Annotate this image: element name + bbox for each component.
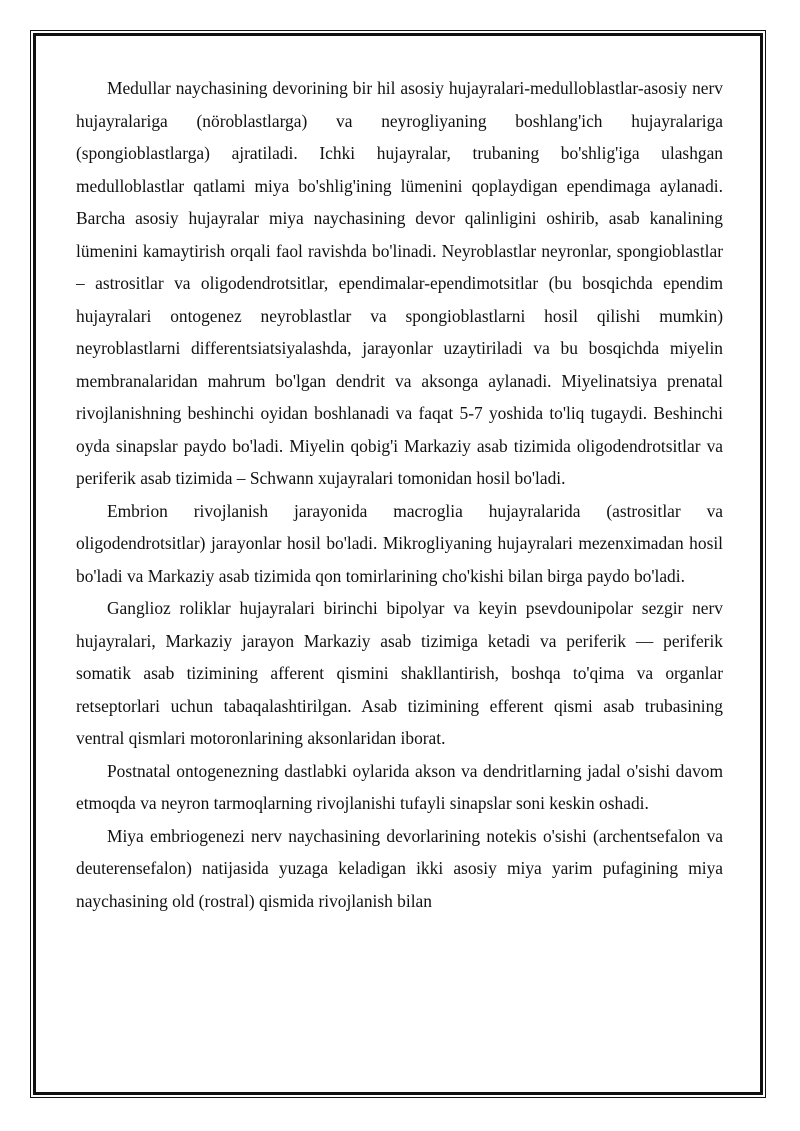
paragraph-macroglia: Embrion rivojlanish jarayonida macroglia hujayralarida (astrositlar va oligodendrotsitlar) jarayonlar hosil bo'ladi. Mikrogliyaning hujayralari mezenximadan hosil bo'ladi va Markaziy asab tizimida qon tomirlarining cho'kishi bilan birga paydo bo'ladi. xyxy=(76,500,723,586)
document-body xyxy=(76,72,723,917)
paragraph-medulloblasts: Medullar naychasining devorining bir hil asosiy hujayralari-medulloblastlar-asosiy nerv hujayralariga (nöroblastlarga) va neyrogliyaning boshlang'ich hujayralariga (spongioblastlarga) ajratiladi. Ichki hujayralar, trubaning bo'shlig'iga ulashgan medulloblastlar qatlami miya bo'shlig'ining lümenini qoplaydigan ependimaga aylanadi. Barcha asosiy hujayralar miya naychasining devor qalinligini oshirib, asab kanalining lümenini kamaytirish orqali faol ravishda bo'linadi. Neyroblastlar neyronlar, spongioblastlar – astrositlar va oligodendrotsitlar, ependimalar-ependimotsitlar (bu bosqichda ependim hujayralari ontogenez neyroblastlar va spongioblastlarni hosil qilishi mumkin) neyroblastlarni differentsiatsiyalashda, jarayonlar uzaytiriladi va bu bosqichda miyelin membranalaridan mahrum bo'lgan dendrit va aksonga aylanadi. Miyelinatsiya prenatal rivojlanishning beshinchi oyidan boshlanadi va faqat 5-7 yoshida to'liq tugaydi. Beshinchi oyda sinapslar paydo bo'ladi. Miyelin qobig'i Markaziy asab tizimida oligodendrotsitlar va periferik asab tizimida – Schwann xujayralari tomonidan hosil bo'ladi. xyxy=(76,78,723,488)
paragraph-embryogenesis: Miya embriogenezi nerv naychasining devorlarining notekis o'sishi (archentsefalon va deuterensefalon) natijasida yuzaga keladigan ikki asosiy miya yarim pufagining miya naychasining old (rostral) qismida rivojlanish bilan xyxy=(76,825,723,911)
paragraph-postnatal: Postnatal ontogenezning dastlabki oylarida akson va dendritlarning jadal o'sishi davom etmoqda va neyron tarmoqlarning rivojlanishi tufayli sinapslar soni keskin oshadi. xyxy=(76,760,723,813)
paragraph-ganglion-cells: Ganglioz roliklar hujayralari birinchi bipolyar va keyin psevdounipolar sezgir nerv hujayralari, Markaziy jarayon Markaziy asab tizimiga ketadi va periferik — periferik somatik asab tizimining afferent qismini shakllantirish, boshqa to'qima va organlar retseptorlari uchun tabaqalashtirilgan. Asab tizimining efferent qismi asab trubasining ventral qismlari motoronlarining aksonlaridan iborat. xyxy=(76,598,723,748)
